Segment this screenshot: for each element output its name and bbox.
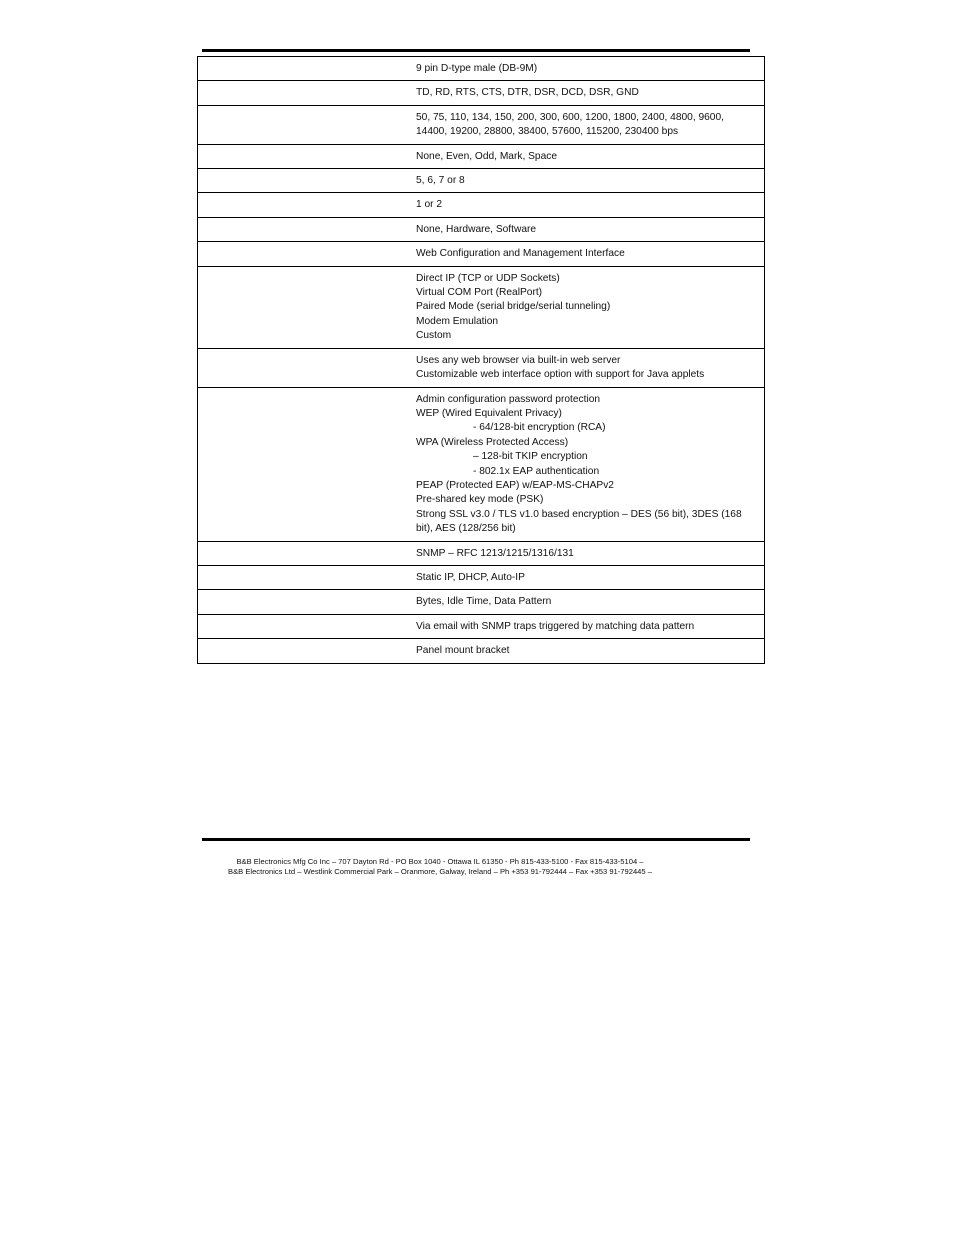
spec-label-cell <box>198 590 408 614</box>
spec-label-cell <box>198 639 408 663</box>
spec-value-line: PEAP (Protected EAP) w/EAP-MS-CHAPv2 <box>416 479 614 491</box>
spec-value-cell <box>407 217 765 241</box>
spec-row <box>198 169 765 193</box>
spec-value-line: Admin configuration password protection <box>416 393 601 405</box>
spec-value-line: 50, 75, 110, 134, 150, 200, 300, 600, 1200, 1800, 2400, 4800, 9600, <box>416 111 724 123</box>
spec-value-line: Modem Emulation <box>416 315 499 327</box>
spec-value-cell <box>407 565 765 589</box>
header-rule <box>202 49 750 52</box>
spec-value-line: 5, 6, 7 or 8 <box>416 175 465 187</box>
spec-value-line: Panel mount bracket <box>416 645 510 657</box>
spec-value-line: Pre-shared key mode (PSK) <box>416 494 544 506</box>
spec-row <box>198 639 765 663</box>
specifications-table-body <box>198 57 765 664</box>
spec-label-cell <box>198 242 408 266</box>
spec-value-cell <box>407 242 765 266</box>
spec-value-cell <box>407 348 765 387</box>
spec-value-line: Bytes, Idle Time, Data Pattern <box>416 596 552 608</box>
spec-value-line: - 64/128-bit encryption (RCA) <box>473 422 606 434</box>
spec-value-cell <box>407 105 765 144</box>
spec-label-cell <box>198 348 408 387</box>
spec-value-cell <box>407 144 765 168</box>
spec-value-line: – 128-bit TKIP encryption <box>473 451 588 463</box>
spec-label-cell <box>198 565 408 589</box>
spec-label-cell <box>198 217 408 241</box>
spec-value-cell <box>407 614 765 638</box>
spec-value-cell <box>407 590 765 614</box>
spec-label-cell <box>198 614 408 638</box>
spec-value-line: 14400, 19200, 28800, 38400, 57600, 115200, 230400 bps <box>416 126 679 138</box>
spec-value-line: Static IP, DHCP, Auto-IP <box>416 571 525 583</box>
spec-value-line: Customizable web interface option with support for Java applets <box>416 369 705 381</box>
spec-value-line: WPA (Wireless Protected Access) <box>416 436 569 448</box>
spec-label-cell <box>198 81 408 105</box>
spec-label-cell <box>198 144 408 168</box>
spec-value-line: Custom <box>416 330 452 342</box>
spec-value-line: Via email with SNMP traps triggered by matching data pattern <box>416 620 695 632</box>
spec-row <box>198 541 765 565</box>
spec-value-line: None, Even, Odd, Mark, Space <box>416 150 557 162</box>
spec-row <box>198 348 765 387</box>
spec-row <box>198 614 765 638</box>
spec-value-cell <box>407 639 765 663</box>
company-footer <box>190 857 690 877</box>
spec-value-cell <box>407 169 765 193</box>
spec-value-cell <box>407 266 765 348</box>
spec-value-line: 9 pin D-type male (DB-9M) <box>416 63 538 74</box>
spec-value-line: Web Configuration and Management Interface <box>416 248 625 260</box>
spec-value-line: Paired Mode (serial bridge/serial tunneling) <box>416 301 611 313</box>
spec-value-line: SNMP – RFC 1213/1215/1316/131 <box>416 547 574 559</box>
spec-value-line: - 802.1x EAP authentication <box>473 465 600 477</box>
spec-row <box>198 387 765 541</box>
spec-row <box>198 57 765 81</box>
spec-value-cell <box>407 81 765 105</box>
spec-value-cell <box>407 387 765 541</box>
spec-row <box>198 266 765 348</box>
spec-row <box>198 565 765 589</box>
spec-row <box>198 81 765 105</box>
spec-value-cell <box>407 541 765 565</box>
spec-value-line: Virtual COM Port (RealPort) <box>416 287 543 299</box>
spec-row <box>198 144 765 168</box>
spec-value-line: Strong SSL v3.0 / TLS v1.0 based encryption – DES (56 bit), 3DES (168 <box>416 508 742 520</box>
spec-row <box>198 193 765 217</box>
footer-us-address: B&B Electronics Mfg Co Inc – 707 Dayton Rd - PO Box 1040 - Ottawa IL 61350 - Ph 815-433-5100 - Fax 815-433-5104 – <box>236 857 644 866</box>
spec-row <box>198 217 765 241</box>
footer-rule <box>202 838 750 841</box>
spec-label-cell <box>198 169 408 193</box>
spec-value-line: Uses any web browser via built-in web server <box>416 354 621 366</box>
spec-label-cell <box>198 387 408 541</box>
spec-value-line: WEP (Wired Equivalent Privacy) <box>416 407 562 419</box>
spec-label-cell <box>198 105 408 144</box>
spec-label-cell <box>198 193 408 217</box>
spec-label-cell <box>198 57 408 81</box>
spec-row <box>198 242 765 266</box>
spec-value-line: 1 or 2 <box>416 199 443 211</box>
spec-row <box>198 105 765 144</box>
spec-value-line: TD, RD, RTS, CTS, DTR, DSR, DCD, DSR, GND <box>416 87 639 99</box>
specifications-table <box>197 56 765 664</box>
spec-value-line: Direct IP (TCP or UDP Sockets) <box>416 272 560 284</box>
spec-value-cell <box>407 193 765 217</box>
spec-row <box>198 590 765 614</box>
spec-value-cell <box>407 57 765 81</box>
spec-label-cell <box>198 541 408 565</box>
spec-value-line: bit), AES (128/256 bit) <box>416 523 516 535</box>
spec-label-cell <box>198 266 408 348</box>
spec-value-line: None, Hardware, Software <box>416 223 537 235</box>
footer-ireland-address: B&B Electronics Ltd – Westlink Commercial Park – Oranmore, Galway, Ireland – Ph +353 91-792444 – Fax +353 91-792445 – <box>228 867 652 876</box>
